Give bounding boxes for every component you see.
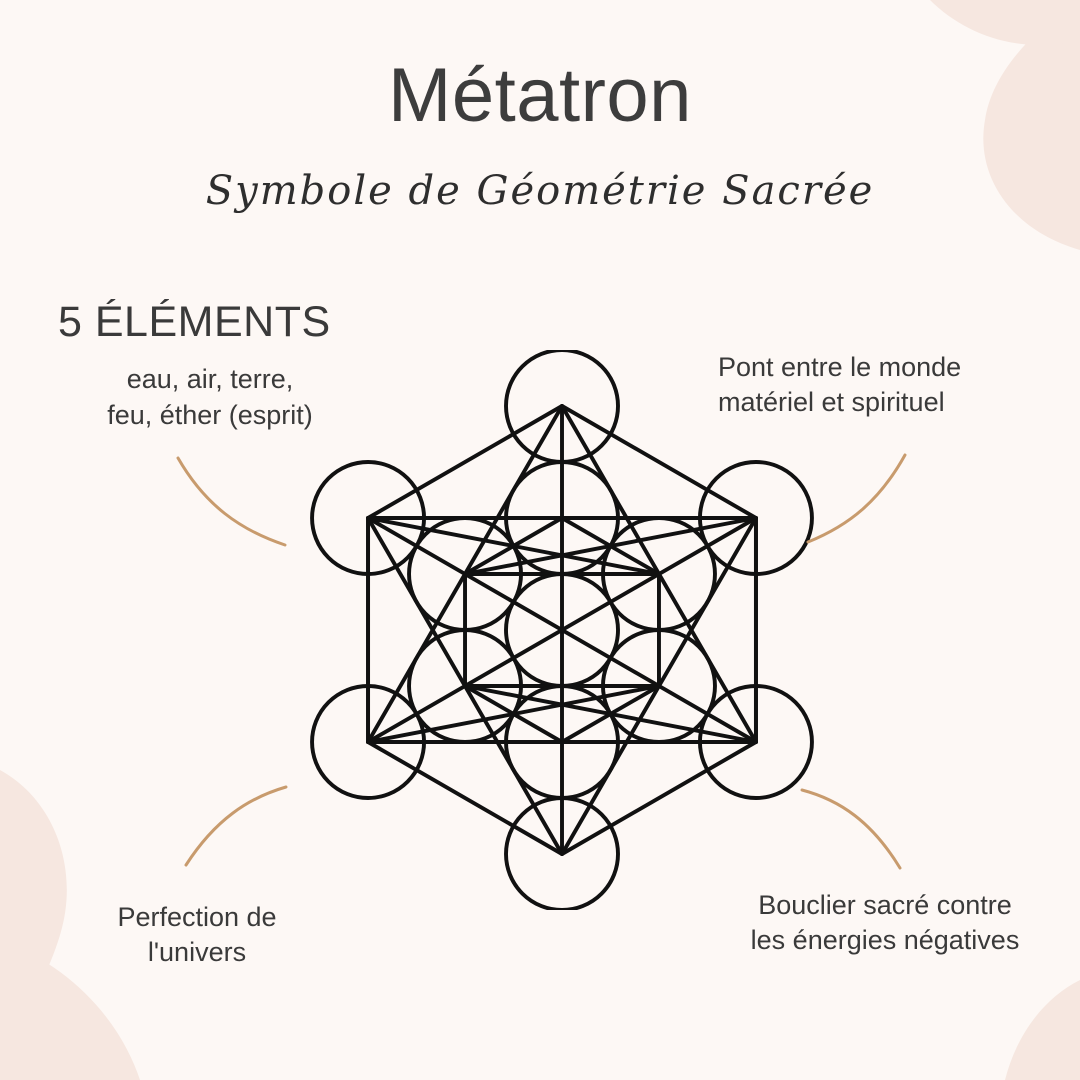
connector-top-left-arc [178, 458, 285, 545]
elements-list-line1: eau, air, terre, [126, 364, 294, 394]
connector-bottom-left-arc [186, 787, 286, 865]
callout-bottom-right-line2: les énergies négatives [750, 925, 1020, 956]
callout-top-right-line1: Pont entre le monde [718, 352, 962, 382]
callout-bottom-left-line1: Perfection de [117, 902, 277, 932]
elements-list-line2: feu, éther (esprit) [107, 399, 313, 430]
elements-heading: 5 ÉLÉMENTS [58, 298, 331, 346]
callout-bottom-left-line2: l'univers [147, 937, 247, 968]
callout-top-right-line2: matériel et spirituel [718, 387, 945, 418]
page-title: Métatron [388, 53, 692, 138]
connector-bottom-right-arc [802, 790, 900, 868]
page-subtitle: Symbole de Géométrie Sacrée [205, 168, 875, 214]
callout-bottom-right-line1: Bouclier sacré contre [758, 890, 1012, 920]
connector-top-right-arc [808, 455, 905, 542]
